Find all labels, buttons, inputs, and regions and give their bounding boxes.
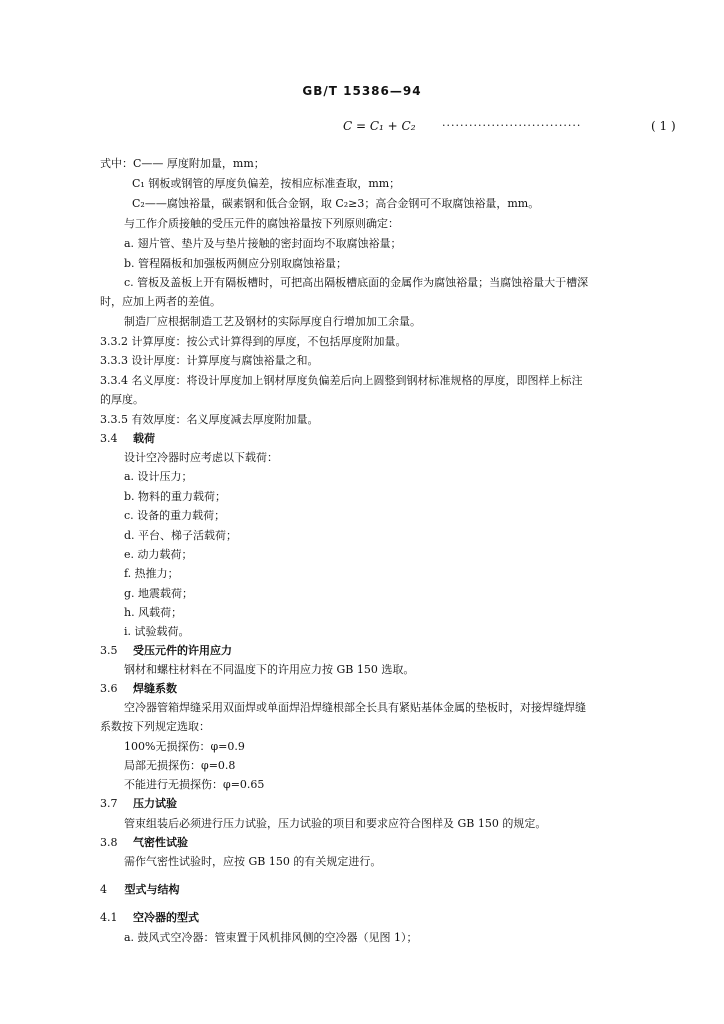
page-header: GB/T 15386—94 bbox=[302, 84, 422, 98]
leak-test-text: 需作气密性试验时，应按 GB 150 的有关规定进行。 bbox=[124, 855, 382, 868]
section-3-6-heading bbox=[100, 682, 177, 696]
load-item: f. 热推力； bbox=[124, 567, 179, 580]
weld-factor-text-cont: 系数按下列规定选取： bbox=[100, 720, 210, 733]
machining-allowance-note: 制造厂应根据制造工艺及钢材的实际厚度自行增加加工余量。 bbox=[124, 315, 421, 328]
weld-factor-value: 局部无损探伤：φ=0.8 bbox=[124, 759, 236, 772]
corrosion-item-b: b. 管程隔板和加强板两侧应分别取腐蚀裕量； bbox=[124, 257, 348, 270]
section-number: 3.4 bbox=[100, 432, 118, 445]
load-item: h. 风载荷； bbox=[124, 606, 183, 619]
type-item-a: a. 鼓风式空冷器：管束置于风机排风侧的空冷器（见图 1）； bbox=[124, 931, 418, 944]
load-item: g. 地震载荷； bbox=[124, 587, 194, 600]
section-4-1-heading bbox=[100, 911, 199, 925]
section-number: 3.5 bbox=[100, 644, 118, 657]
load-item: i. 试验载荷。 bbox=[124, 625, 190, 638]
weld-factor-value: 不能进行无损探伤：φ=0.65 bbox=[124, 778, 265, 791]
section-title: 载荷 bbox=[133, 432, 155, 445]
section-number: 3.7 bbox=[100, 797, 118, 810]
weld-factor-text: 空冷器管箱焊缝采用双面焊或单面焊沿焊缝根部全长具有紧贴基体金属的垫板时，对接焊缝焊缝 bbox=[124, 701, 586, 714]
section-3-8-heading bbox=[100, 836, 188, 850]
clause-3-3-4-cont: 的厚度。 bbox=[100, 393, 144, 406]
equation-number: ( 1 ) bbox=[651, 119, 676, 133]
load-item: d. 平台、梯子活载荷； bbox=[124, 529, 238, 542]
allowable-stress-text: 钢材和螺柱材料在不同温度下的许用应力按 GB 150 选取。 bbox=[124, 663, 415, 676]
formula-expression: C = C₁ + C₂ bbox=[343, 119, 416, 133]
load-item: b. 物料的重力载荷； bbox=[124, 490, 227, 503]
formula-leader-dots: ······························· bbox=[442, 119, 582, 132]
clause-3-3-4: 3.3.4 名义厚度：将设计厚度加上钢材厚度负偏差后向上圆整到钢材标准规格的厚度，即图样上标注 bbox=[100, 374, 583, 387]
load-item: a. 设计压力； bbox=[124, 470, 193, 483]
loads-intro: 设计空冷器时应考虑以下载荷： bbox=[124, 451, 278, 464]
section-3-7-heading bbox=[100, 797, 177, 811]
definition-c2: C₂——腐蚀裕量，碳素钢和低合金钢，取 C₂≥3；高合金钢可不取腐蚀裕量，mm。 bbox=[132, 197, 540, 210]
load-item: c. 设备的重力载荷； bbox=[124, 509, 226, 522]
clause-3-3-3: 3.3.3 设计厚度：计算厚度与腐蚀裕量之和。 bbox=[100, 354, 319, 367]
section-3-5-heading bbox=[100, 644, 232, 658]
corrosion-item-c-cont: 时，应加上两者的差值。 bbox=[100, 295, 221, 308]
section-number: 3.6 bbox=[100, 682, 118, 695]
section-title: 受压元件的许用应力 bbox=[133, 644, 232, 657]
section-number: 4 bbox=[100, 883, 107, 896]
corrosion-item-c: c. 管板及盖板上开有隔板槽时，可把高出隔板槽底面的金属作为腐蚀裕量；当腐蚀裕量大于槽深 bbox=[124, 276, 589, 289]
load-item: e. 动力载荷； bbox=[124, 548, 193, 561]
clause-3-3-5: 3.3.5 有效厚度：名义厚度减去厚度附加量。 bbox=[100, 413, 319, 426]
corrosion-principle-intro: 与工作介质接触的受压元件的腐蚀裕量按下列原则确定： bbox=[124, 217, 399, 230]
clause-3-3-2: 3.3.2 计算厚度：按公式计算得到的厚度，不包括厚度附加量。 bbox=[100, 335, 407, 348]
section-title: 焊缝系数 bbox=[133, 682, 177, 695]
section-title: 空冷器的型式 bbox=[133, 911, 199, 924]
corrosion-item-a: a. 翅片管、垫片及与垫片接触的密封面均不取腐蚀裕量； bbox=[124, 237, 402, 250]
section-title: 型式与结构 bbox=[124, 883, 180, 896]
section-3-4-heading bbox=[100, 432, 155, 446]
section-number: 3.8 bbox=[100, 836, 118, 849]
section-title: 气密性试验 bbox=[133, 836, 188, 849]
section-number: 4.1 bbox=[100, 911, 118, 924]
section-title: 压力试验 bbox=[133, 797, 177, 810]
chapter-4-heading bbox=[100, 883, 180, 897]
where-clause: 式中：C—— 厚度附加量，mm； bbox=[100, 157, 265, 170]
weld-factor-value: 100%无损探伤：φ=0.9 bbox=[124, 740, 245, 753]
definition-c1: C₁ 钢板或钢管的厚度负偏差，按相应标准查取，mm； bbox=[132, 177, 401, 190]
pressure-test-text: 管束组装后必须进行压力试验，压力试验的项目和要求应符合图样及 GB 150 的规定。 bbox=[124, 817, 547, 830]
